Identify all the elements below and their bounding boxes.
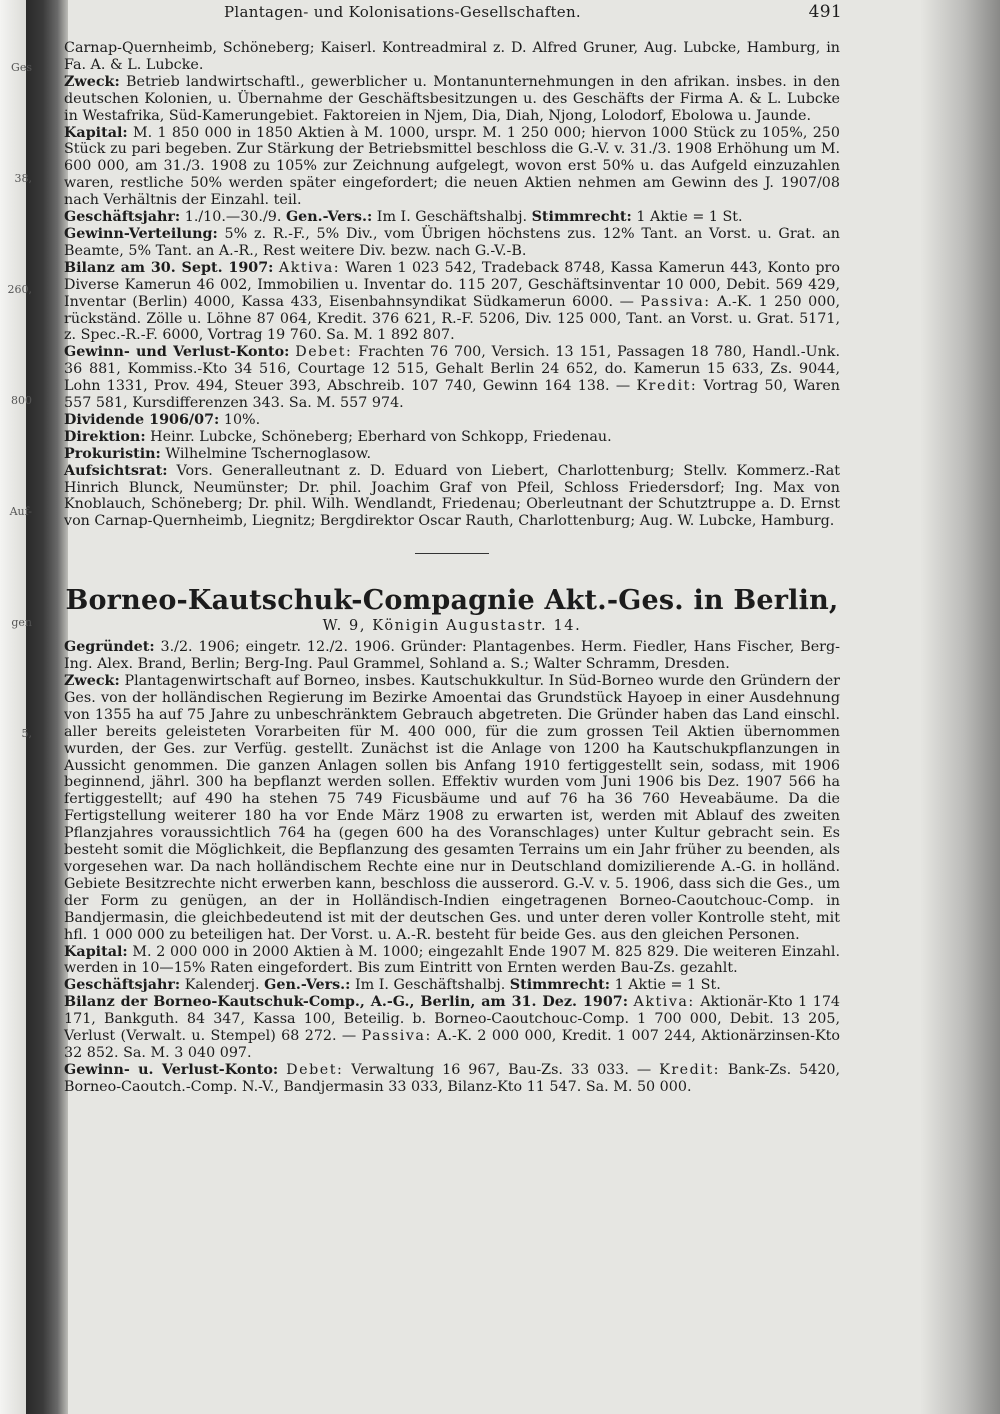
margin-fragment: 260, [7,283,32,296]
zweck-paragraph: Zweck: Plantagenwirtschaft auf Borneo, insbes. Kautschukkultur. In Süd-Borneo wurde den Gründern der Ges. von der holländischen Regierung im Bezirke Amoentai das Grundstück Hayoep in einer Ausdehnung von 1355 ha auf 75 Jahre zu unbeschränktem Gebrauch abgetreten. Die Gründer haben das Land einschl. aller bereits geleisteten Vorarbeiten für M. 400 000, für die zum grossen Teil Aktien übernommen wurden, der Ges. zur Verfüg. gestellt. Zunächst ist die Anlage von 1200 ha Kautschukpflanzungen in Aussicht genommen. Die ganzen Anlagen sollen bis Anfang 1910 fertiggestellt sein, sodass, mit 1906 beginnend, jährl. 300 ha bepflanzt werden sollen. Effektiv wurden vom Juni 1906 bis Dez. 1907 566 ha fertiggestellt; auf 490 ha stehen 75 749 Ficusbäume und auf 76 ha 36 760 Heveabäume. Da die Fertigstellung weiterer 180 ha vor Ende März 1908 zu erwarten ist, werden mit Ablauf des zweiten Pflanzjahres voraussichtlich 764 ha (gegen 600 ha des Voranschlages) unter Kultur gebracht sein. Es besteht somit die Möglichkeit, die Bepflanzung des gesamten Terrains um ein Jahr früher zu beenden, als vorgesehen war. Da nach holländischem Rechte eine nur in Deutschland domizilierende A.-G. in holländ. Gebiete Besitzrechte nicht erwerben kann, beschloss die ausserord. G.-V. v. 5. 1906, dass sich die Ges., um der Form zu genügen, an der in Holländisch-Indien eingetragenen Borneo-Caoutchouc-Comp. in Bandjermasin, die gleichbedeutend ist mit der deutschen Ges. und unter deren voller Kontrolle steht, mit hfl. 1 000 000 zu beteiligen hat. Der Vorst. u. A.-R. besteht für beide Ges. aus den gleichen Personen. [64,673,841,943]
running-header [64,4,840,30]
zweck-paragraph: Zweck: Betrieb landwirtschaftl., gewerblicher u. Montanunternehmungen in den afrikan. insbes. in den deutschen Kolonien, u. Übernahme der Geschäftsbesitzungen u. des Geschäfts der Firma A. & L. Lubcke in Westafrika, Süd-Kamerungebiet. Faktoreien in Njem, Dia, Diah, Njong, Lolodorf, Ebolowa u. Jaunde. [64,73,840,124]
kapital-paragraph: Kapital: M. 1 850 000 in 1850 Aktien à M. 1000, urspr. M. 1 250 000; hiervon 1000 Stück zu 105%, 250 Stück zu pari begeben. Zur Stärkung der Betriebsmittel beschloss die G.-V. v. 31./3. 1908 Erhöhung um M. 600 000, am 31./3. 1908 zu 105% zur Zeichnung aufgelegt, wovon erst 50% u. das Aufgeld einzuzahlen waren, restliche 50% werden später eingefordert; die neuen Aktien nehmen am Gewinn des J. 1907/08 nach Verhältnis der Einzahl. teil. [64,124,840,209]
entry-lubcke [64,40,840,530]
running-title: Plantagen- und Kolonisations-Gesellschaften. [224,3,581,21]
dividende-paragraph: Dividende 1906/07: 10%. [64,411,261,428]
prokuristin-paragraph: Prokuristin: Wilhelmine Tschernoglasow. [64,445,371,462]
margin-fragment: gen [11,616,32,629]
kapital-paragraph: Kapital: M. 2 000 000 in 2000 Aktien à M. 1000; eingezahlt Ende 1907 M. 825 829. Die weiteren Einzahl. werden in 10—15% Raten eingefordert. Bis zum Eintritt von Ernten werden Bau-Zs. gezahlt. [64,943,840,977]
bilanz-paragraph: Bilanz der Borneo-Kautschuk-Comp., A.-G., Berlin, am 31. Dez. 1907: Aktiva: Aktionär-Kto 1 174 171, Bankguth. 84 347, Kassa 100, Beteilig. b. Borneo-Caoutchouc-Comp. 1 700 000, Debit. 13 205, Verlust (Verwalt. u. Stempel) 68 272. — Passiva: A.-K. 2 000 000, Kredit. 1 007 244, Aktionärzinsen-Kto 32 852. Sa. M. 3 040 097. [64,994,841,1061]
guv-paragraph: Gewinn- und Verlust-Konto: Debet: Frachten 76 700, Versich. 13 151, Passagen 18 780, Handl.-Unk. 36 881, Kommiss.-Kto 34 516, Courtage 12 515, Gehalt Berlin 24 652, do. Kamerun 15 633, Zs. 9044, Lohn 1331, Prov. 494, Steuer 393, Abschreib. 107 740, Gewinn 164 138. — Kredit: Vortrag 50, Waren 557 581, Kursdifferenzen 343. Sa. M. 557 974. [64,344,840,412]
geschaeftsjahr-paragraph: Geschäftsjahr: Kalenderj. Gen.-Vers.: Im I. Geschäftshalbj. Stimmrecht: 1 Aktie = 1 St. [64,977,721,994]
margin-fragment: 5, [21,727,32,740]
page-number: 491 [808,2,842,22]
aufsichtsrat-paragraph: Aufsichtsrat: Vors. Generalleutnant z. D. Eduard von Liebert, Charlottenburg; Stellv. Kommerz.-Rat Hinrich Blunck, Neumünster; Dr. phil. Joachim Graf von Pfeil, Schloss Friedersdorf; Ing. Max von Knoblauch, Schöneberg; Dr. phil. Wilh. Wendlandt, Friedenau; Oberleutnant der Schutztruppe a. D. Ernst von Carnap-Quernheimb, Liegnitz; Bergdirektor Oscar Rauth, Charlottenburg; Aug. W. Lubcke, Hamburg. [64,462,841,530]
entry-borneo [64,586,840,1095]
entry-intro: Carnap-Quernheimb, Schöneberg; Kaiserl. Kontreadmiral z. D. Alfred Gruner, Aug. Lubcke, Hamburg, in Fa. A. & L. Lubcke. [64,40,840,73]
company-title: Borneo-Kautschuk-Compagnie Akt.-Ges. in Berlin, [65,585,839,617]
margin-fragment: Auf- [9,505,32,518]
page-content [64,4,840,1096]
section-divider [415,553,489,554]
geschaeftsjahr-paragraph: Geschäftsjahr: 1./10.—30./9. Gen.-Vers.: Im I. Geschäftshalbj. Stimmrecht: 1 Aktie = 1 St. [64,209,743,226]
book-binding-shadow [26,0,68,1414]
gewinn-verteilung-paragraph: Gewinn-Verteilung: 5% z. R.-F., 5% Div., vom Übrigen höchstens zus. 12% Tant. an Vorst. u. Grat. an Beamte, 5% Tant. an A.-R., Rest weitere Div. bezw. nach G.-V.-B. [64,225,840,259]
gegruendet-paragraph: Gegründet: 3./2. 1906; eingetr. 12./2. 1906. Gründer: Plantagenbes. Herm. Fiedler, Hans Fischer, Berg-Ing. Alex. Brand, Berlin; Berg-Ing. Paul Grammel, Sohland a. S.; Walter Schramm, Dresden. [64,639,840,673]
direktion-paragraph: Direktion: Heinr. Lubcke, Schöneberg; Eberhard von Schkopp, Friedenau. [64,428,612,445]
margin-fragment: Ges [11,61,32,74]
page-edge-shadow [920,0,1000,1414]
margin-fragment: 38, [14,172,32,185]
previous-page-margin [2,60,32,837]
guv-paragraph: Gewinn- u. Verlust-Konto: Debet: Verwaltung 16 967, Bau-Zs. 33 033. — Kredit: Bank-Zs. 5420, Borneo-Caoutch.-Comp. N.-V., Bandjermasin 33 033, Bilanz-Kto 11 547. Sa. M. 50 000. [64,1061,841,1095]
bilanz-paragraph: Bilanz am 30. Sept. 1907: Aktiva: Waren 1 023 542, Tradeback 8748, Kassa Kamerun 443, Konto pro Diverse Kamerun 46 002, Immobilien u. Inventar do. 115 207, Geschäftsinventar 10 000, Debit. 569 429, Inventar (Berlin) 4000, Kassa 433, Eisenbahnsyndikat Südkamerun 6000. — Passiva: A.-K. 1 250 000, rückständ. Zölle u. Löhne 87 064, Kredit. 376 621, R.-F. 5206, Div. 125 000, Tant. an Vorst. u. Grat. 5171, z. Spec.-R.-F. 6000, Vortrag 19 760. Sa. M. 1 892 807. [64,259,840,344]
company-address: W. 9, Königin Augustastr. 14. [322,618,582,635]
margin-fragment: 800 [11,394,32,407]
